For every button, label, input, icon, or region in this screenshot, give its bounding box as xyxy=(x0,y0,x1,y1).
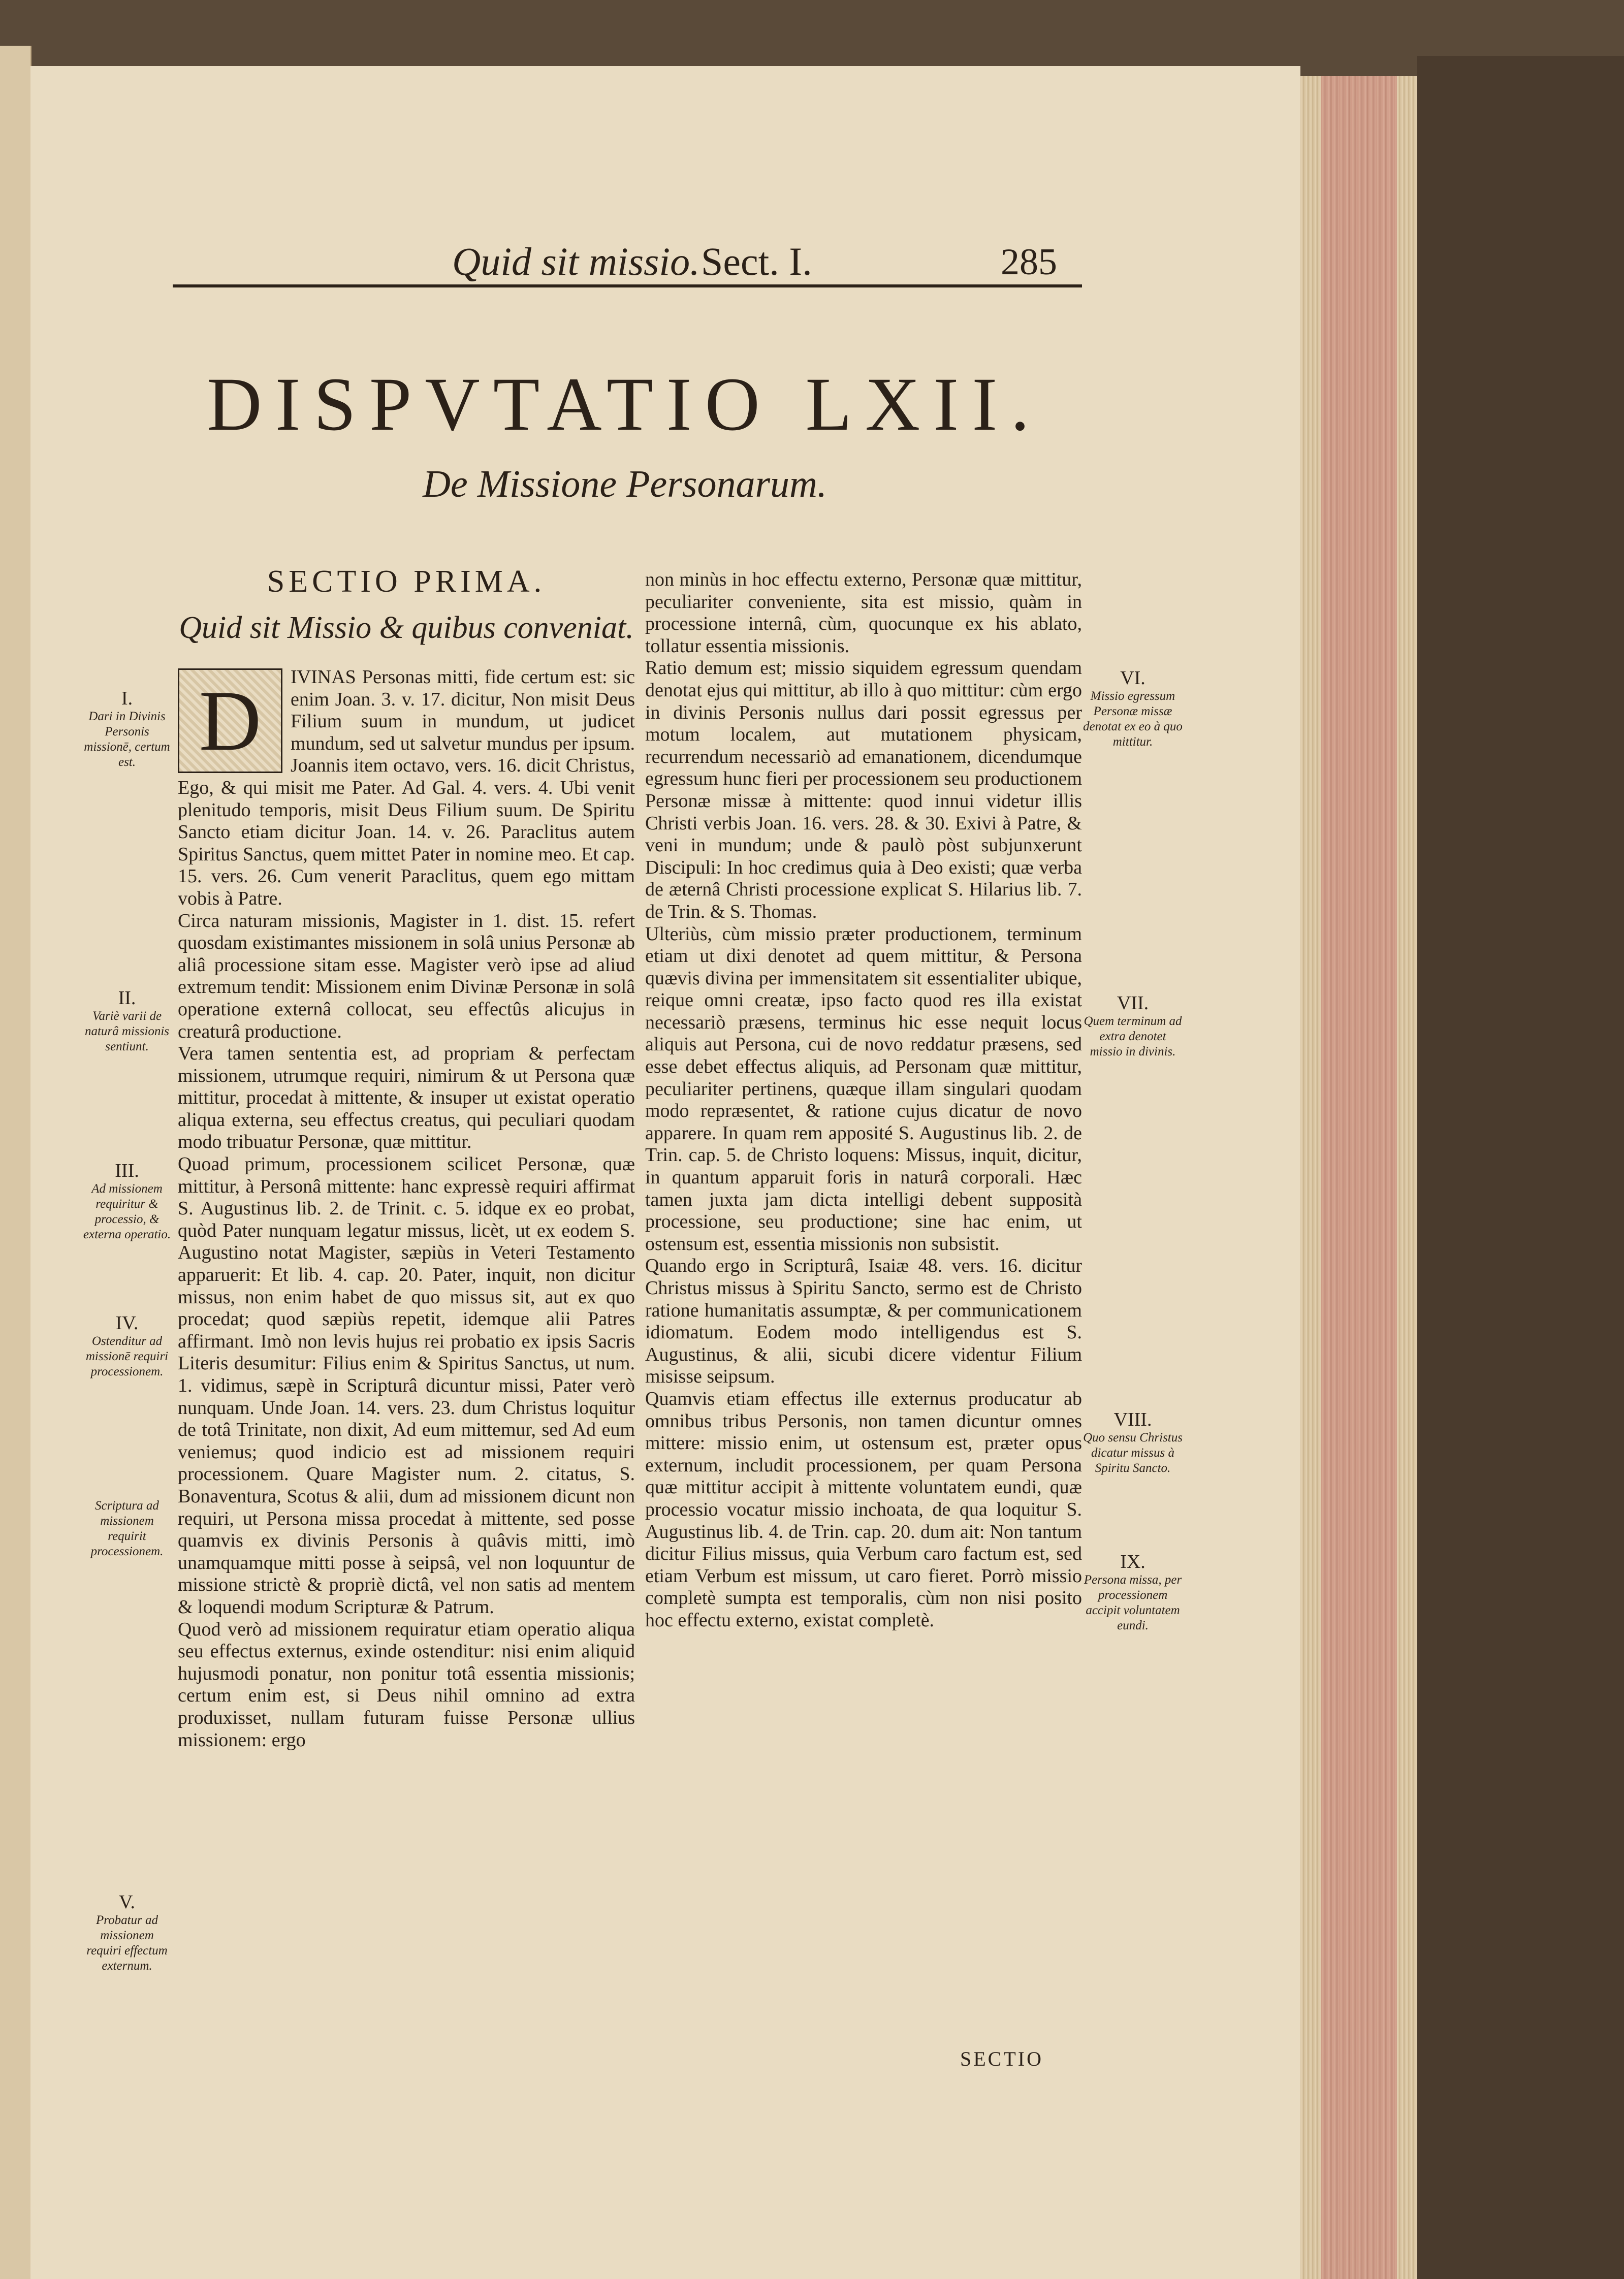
running-head-title: Quid sit missio. xyxy=(452,239,700,283)
margin-note-number: VIII. xyxy=(1113,1409,1152,1430)
red-page-edge xyxy=(1321,76,1397,2279)
paragraph: IVINAS Personas mitti, fide certum est: sic enim Joan. 3. v. 17. dicitur, Non misit Deus Filium suum in mundum, ut judicet mundum, sed ut salvetur mundus per ipsum. Joannis item octavo, vers. 16. dicit Christus, Ego, & qui misit me Pater. Ad Gal. 4. vers. 4. Ubi venit plenitudo temporis, misit Deus Filium suum. De Spiritu Sancto etiam dicitur Joan. 14. v. 26. Paraclitus autem Spiritus Sanctus, quem mittet Pater in nomine meo. Et cap. 15. vers. 26. Cum venerit Paraclitus, quem ego mittam vobis à Patre. xyxy=(178,666,635,909)
margin-note-number: I. xyxy=(121,688,133,709)
margin-note xyxy=(81,1498,173,1559)
section-heading: SECTIO PRIMA. xyxy=(267,564,546,599)
disputation-title: DISPVTATIO LXII. xyxy=(207,362,1043,446)
margin-note xyxy=(81,1160,173,1242)
margin-note-text: Ostenditur ad missionē requiri processionem. xyxy=(85,1334,169,1378)
paragraph: Ratio demum est; missio siquidem egressum quendam denotat ejus qui mittitur, ab illo à quo mittitur: cùm ergo in divinis Personis nullus dari possit egressus per motum localem, aut mutationem physicam, recurrendum necessariò ad emanationem, dicendumque egressum hunc fieri per processionem seu productionem Personæ missæ à mittente: quod innui videtur illis Christi verbis Joan. 16. vers. 28. & 30. Exivi à Patre, & veni in mundum; unde & paulò pòst subjunxerunt Discipuli: In hoc credimus quia à Deo existi; quæ verba de æternâ Christi processione explicat S. Hilarius lib. 7. de Trin. & S. Thomas. xyxy=(645,657,1082,922)
paragraph: Vera tamen sententia est, ad propriam & perfectam missionem, utrumque requiri, nimirum & ut Persona quæ mittitur, procedat à mittente, & insuper ut existat operatio aliqua externa, seu effectus creatus, qui peculiari quodam modo tribuatur Personæ, quæ mittitur. xyxy=(178,1043,635,1153)
drop-cap: D xyxy=(178,668,282,773)
paragraph: Quamvis etiam effectus ille externus producatur ab omnibus tribus Personis, non tamen dicuntur omnes mittere: missio enim, ut ostensum est, præter opus externum, includit processionem, per quam Persona quæ mittitur accipit à mittente voluntatem eundi, quæ processio vocatur missio inchoata, de qua loquitur S. Augustinus lib. 4. de Trin. cap. 20. dum ait: Non tantum dicitur Filius missus, quia Verbum caro factum est, sed etiam Verbum est missum, ut caro fieret. Porrò missio completè sumpta est temporalis, cùm non nisi posito hoc effectu externo, existat completè. xyxy=(645,1388,1082,1631)
margin-note-text: Probatur ad missionem requiri effectum externum. xyxy=(86,1913,168,1973)
margin-note-number: IX. xyxy=(1120,1551,1145,1572)
paragraph: non minùs in hoc effectu externo, Personæ quæ mittitur, peculiariter conveniente, sita est missio, quàm in processione internâ, cùm, quocunque ex his ablato, tollatur essentia missionis. xyxy=(645,569,1082,657)
margin-note-number: II. xyxy=(118,987,136,1009)
margin-note-number: III. xyxy=(115,1160,139,1181)
book-page xyxy=(30,66,1300,2279)
margin-note-number: VII. xyxy=(1117,992,1149,1014)
margin-note-text: Quem terminum ad extra denotet missio in divinis. xyxy=(1084,1014,1182,1058)
margin-note-text: Ad missionem requiritur & processio, & externa operatio. xyxy=(83,1182,171,1241)
margin-note xyxy=(81,987,173,1054)
page-number: 285 xyxy=(1001,241,1057,283)
margin-note-text: Quo sensu Christus dicatur missus à Spiritu Sancto. xyxy=(1083,1431,1183,1475)
running-head-section: Sect. I. xyxy=(701,239,812,283)
paragraph: Quando ergo in Scripturâ, Isaiæ 48. vers. 16. dicitur Christus missus à Spiritu Sancto, sermo est de Christo ratione humanitatis assumptæ, & per communicationem idiomatum. Eodem modo intelligendus est S. Augustinus, & alii, sicubi dicere videntur Filium misisse seipsum. xyxy=(645,1255,1082,1388)
paragraph: Circa naturam missionis, Magister in 1. dist. 15. refert quosdam existimantes missionem in solâ unius Personæ ab aliâ processione sitam esse. Magister verò ipse ad aliud extremum tendit: Missionem enim Divinæ Personæ in solâ operatione externâ collocat, seu effectûs alicujus in creaturâ productione. xyxy=(178,910,635,1042)
margin-note-text: Persona missa, per processionem accipit voluntatem eundi. xyxy=(1084,1573,1182,1632)
paragraph: Ulteriùs, cùm missio præter productionem, terminum etiam ut dixi denotet ad quem mittitur, & Persona quævis divina per immensitatem sit essentialiter ubique, reique omni creatæ, ipso facto quod res illa existat necessariò præsens, terminus hic esse nequit locus aliquis aut Persona, cui de novo reddatur præsens, sed esse debet effectus aliquis, ad Personam quæ mittitur, peculiariter pertinens, quæque illam singulari quodam modo repræsentet, & ratione cujus dicatur de novo apparere. In quam rem apposité S. Augustinus lib. 2. de Trin. cap. 5. de Christo loquens: Missus, inquit, dicitur, in quantum apparuit foris in naturâ corporali. Hæc tamen juxta jam dicta intelligi debent supposità processione, seu productione; sine hac enim, ut ostensum est, essentia missionis non subsistit. xyxy=(645,923,1082,1255)
margin-note xyxy=(81,1891,173,1974)
running-head xyxy=(30,218,1300,283)
section-subheading: Quid sit Missio & quibus conveniat. xyxy=(179,611,634,645)
margin-note-number: IV. xyxy=(115,1312,139,1334)
left-page-edge xyxy=(0,46,31,2279)
left-column xyxy=(178,564,635,1751)
margin-note xyxy=(1082,1551,1184,1633)
paragraph: Quoad primum, processionem scilicet Personæ, quæ mittitur, à Personâ mittente: hanc expressè requiri affirmat S. Augustinus lib. 2. de Trinit. c. 5. idque ex eo probat, quòd Pater nunquam legatur missus, licèt, ut ex eodem S. Augustino notat Magister, sæpiùs in Veteri Testamento apparuerit: Et lib. 4. cap. 20. Pater, inquit, non dicitur missus, non enim habet de quo missus sit, aut ex quo procedat; quod sæpiùs repetit, idemque alii Patres affirmant. Imò non levis hujus rei probatio ex ipsis Sacris Literis desumitur: Filius enim & Spiritus Sanctus, ut num. 1. vidimus, sæpè in Scripturâ dicuntur missi, Pater verò nunquam. Unde Joan. 14. vers. 23. dum Christus loquitur de totâ Trinitate, non dixit, Ad eum mittemur, sed Ad eum veniemus; quod indicio est ad missionem requiri processionem. Quare Magister num. 2. citatus, S. Bonaventura, Scotus & alii, dum ad missionem dicunt non requiri, ut Persona missa procedat à mittente, sed posse quamvis ex divinis Personis à quâvis mitti, imò unamquamque mitti posse à seipsâ, vel non loquuntur de missione strictè & propriè dictâ, vel non satis ad mentem & loquendi modum Scripturæ & Patrum. xyxy=(178,1153,635,1618)
margin-note xyxy=(81,1312,173,1379)
margin-note-number: V. xyxy=(118,1891,136,1913)
header-rule xyxy=(173,284,1082,287)
margin-note xyxy=(1082,667,1184,750)
margin-note-text: Scriptura ad missionem requirit processionem. xyxy=(90,1499,164,1558)
margin-note-text: Dari in Divinis Personis missionē, certum est. xyxy=(84,710,170,769)
margin-note-number: VI. xyxy=(1120,667,1145,689)
margin-note xyxy=(1082,1409,1184,1476)
margin-note-text: Variè varii de naturâ missionis sentiunt. xyxy=(84,1009,169,1053)
paragraph: Quod verò ad missionem requiratur etiam operatio aliqua seu effectus externus, exinde ostenditur: nisi enim aliquid hujusmodi ponatur, non ponitur totâ essentia missionis; certum enim est, si Deus nihil omnino ad extra produxisset, nullam futuram fuisse Personæ ullius missionem: ergo xyxy=(178,1618,635,1751)
book-cover xyxy=(1417,56,1624,2279)
catchword: SECTIO xyxy=(960,2047,1043,2070)
right-column xyxy=(645,569,1082,1632)
margin-note-text: Missio egressum Personæ missæ denotat ex eo à quo mittitur. xyxy=(1083,689,1183,749)
margin-note xyxy=(81,688,173,770)
margin-note xyxy=(1082,992,1184,1060)
disputation-subtitle: De Missione Personarum. xyxy=(423,463,827,505)
